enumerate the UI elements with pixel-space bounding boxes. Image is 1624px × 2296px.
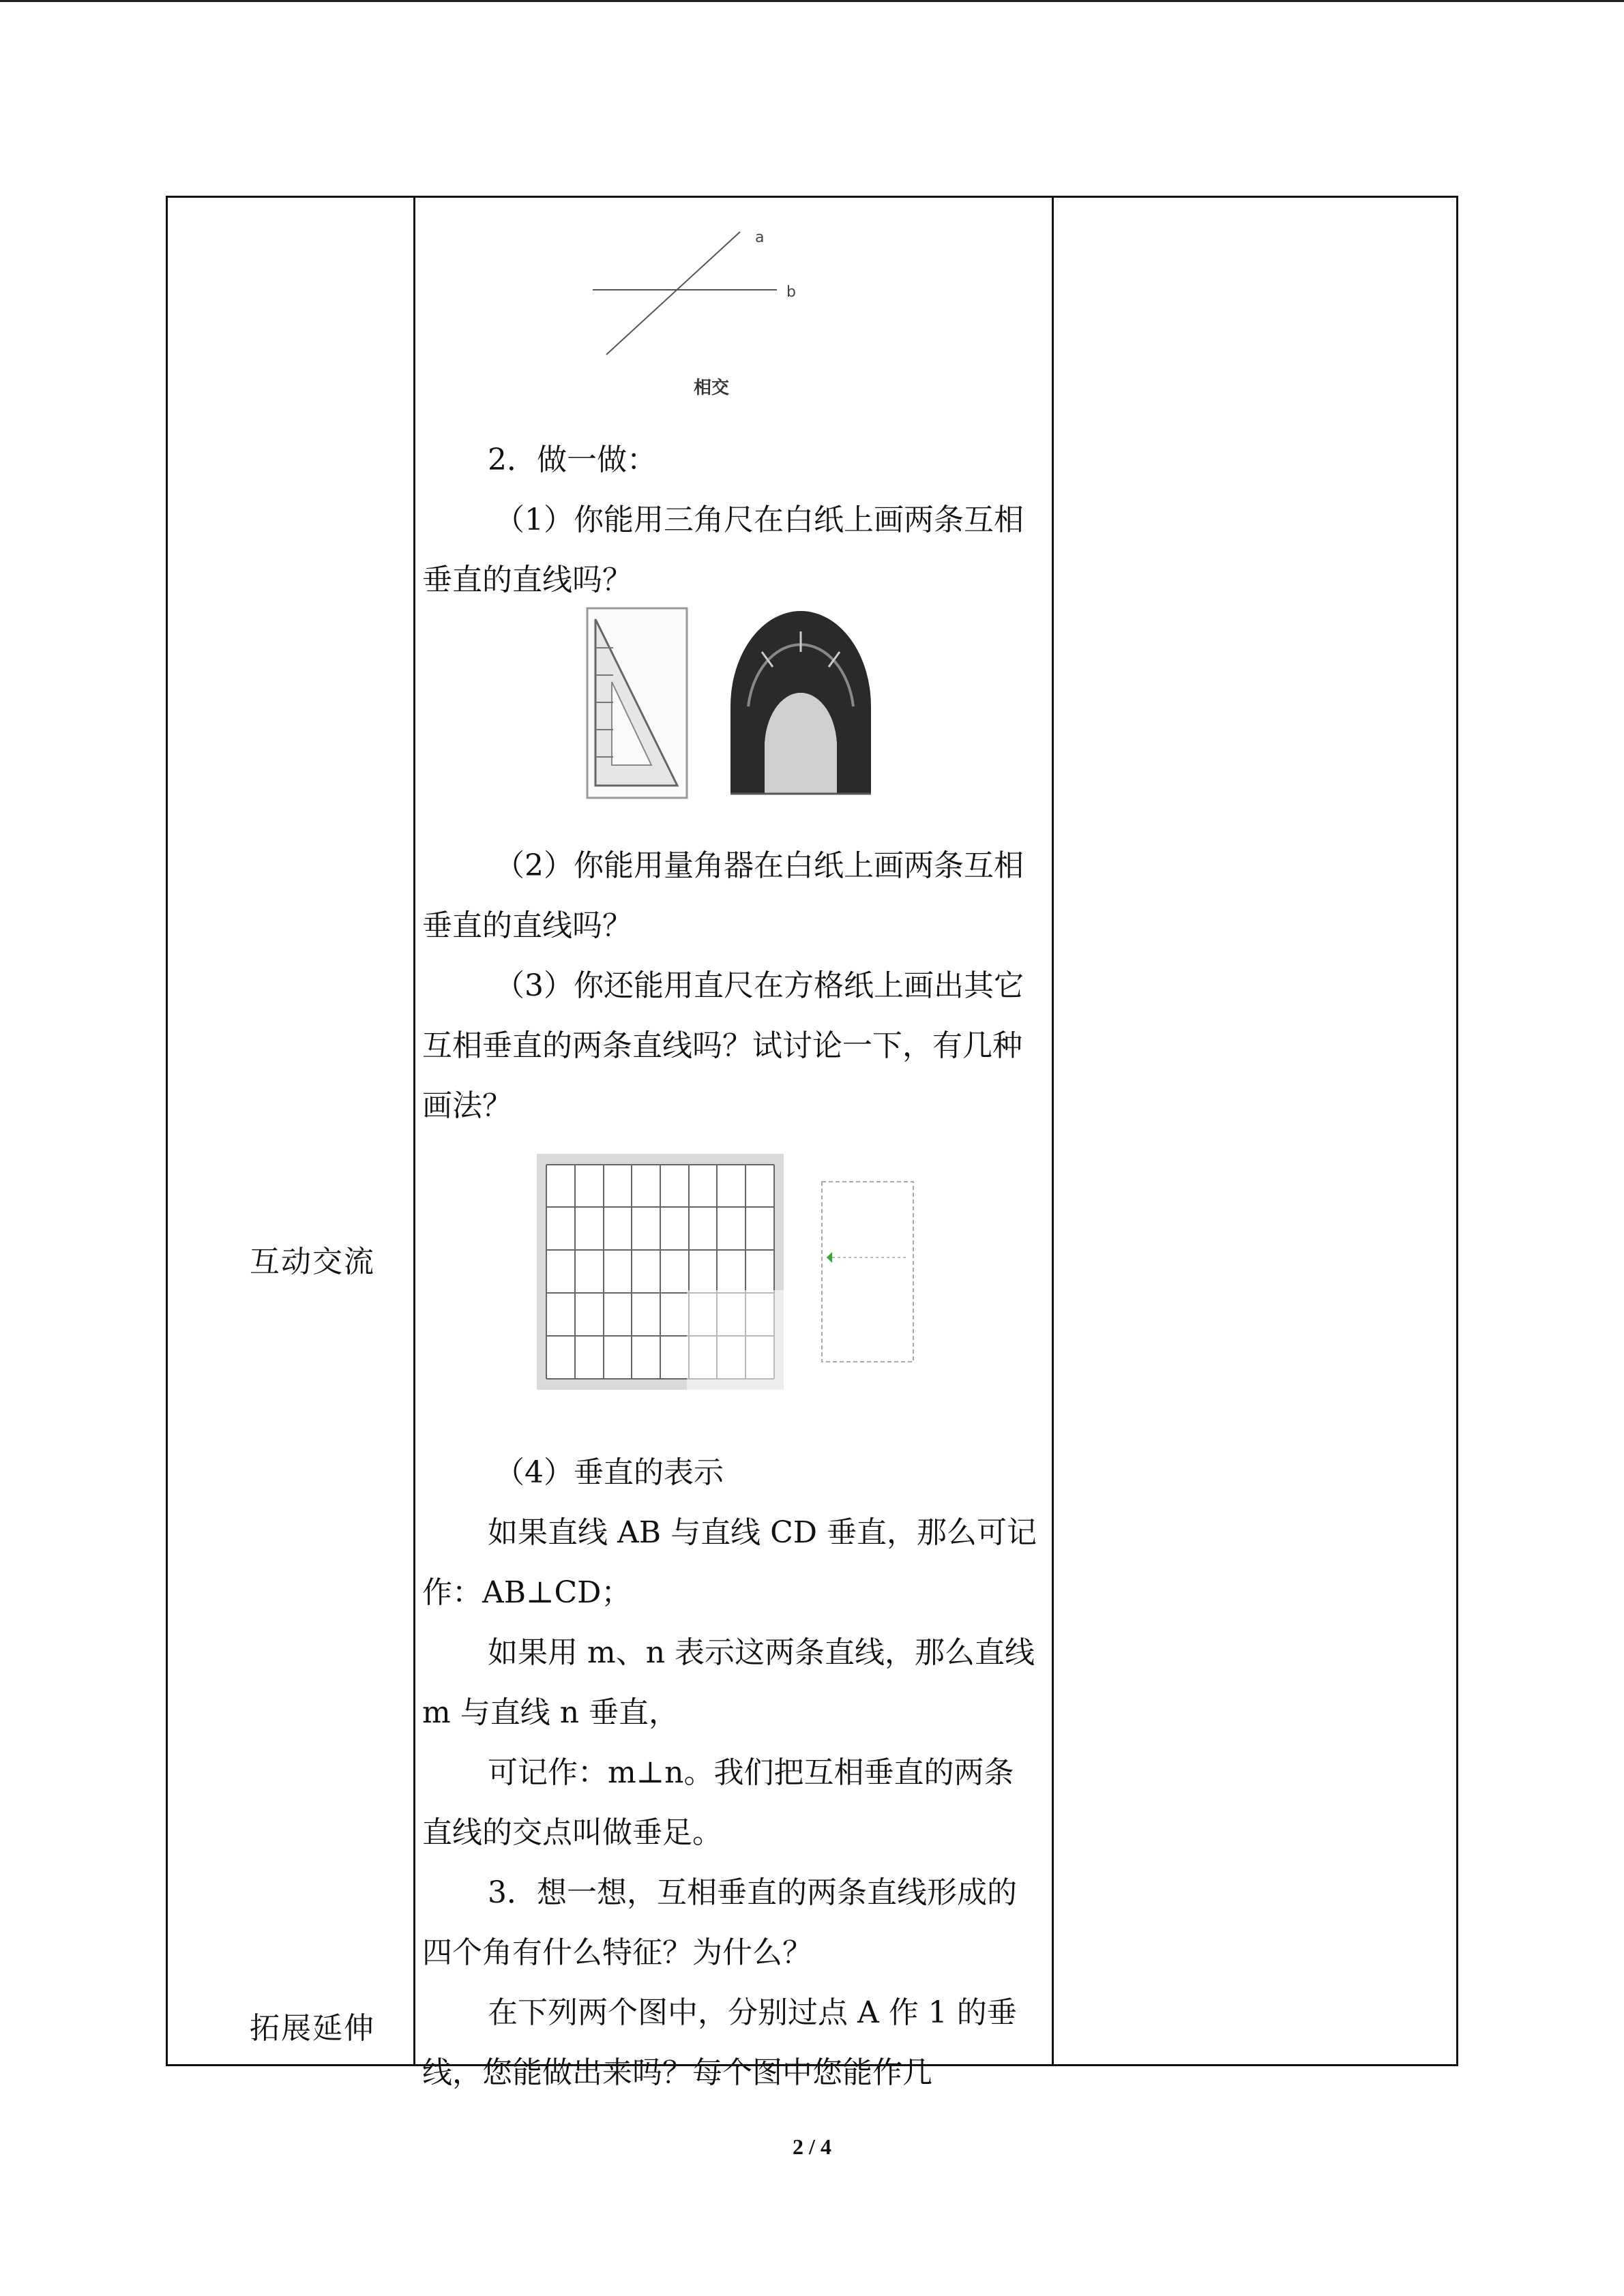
paragraph-exercise: 在下列两个图中，分别过点 A 作 1 的垂线，您能做出来吗？每个图中您能作几 [422, 1995, 1017, 2090]
paragraph-notation-heading: （4）垂直的表示 [494, 1455, 724, 1490]
line-a-label: a [755, 229, 765, 246]
paragraph-protractor: （2）你能用量角器在白纸上画两条互相垂直的直线吗？ [422, 848, 1024, 943]
paragraph-try-it: 2．做一做： [488, 443, 657, 477]
page-top-border [0, 0, 1624, 2]
paragraph-ab-cd: 如果直线 AB 与直线 CD 垂直，那么可记作：AB⊥CD； [422, 1515, 1037, 1610]
intersecting-lines-figure [593, 222, 811, 365]
column-divider [1052, 198, 1054, 2064]
square-outline-figure [820, 1180, 915, 1364]
set-square-image [586, 607, 688, 799]
column-divider [413, 198, 415, 2064]
grid-paper-figure [537, 1154, 784, 1390]
line-b-label: b [786, 284, 796, 301]
row-label-interactive: 互动交流 [250, 1244, 375, 1279]
protractor-image [728, 604, 874, 796]
figure-caption: 相交 [694, 378, 730, 398]
paragraph-triangle-ruler: （1）你能用三角尺在白纸上画两条互相垂直的直线吗？ [422, 503, 1024, 597]
lesson-table [166, 196, 1458, 2090]
paragraph-m-n: 如果用 m、n 表示这两条直线，那么直线 m 与直线 n 垂直， [422, 1635, 1035, 1730]
page-number: 2 / 4 [793, 2134, 831, 2159]
row-label-extension: 拓展延伸 [250, 2011, 375, 2046]
paragraph-foot-of-perpendicular: 可记作：m⊥n。我们把互相垂直的两条直线的交点叫做垂足。 [422, 1755, 1014, 1850]
paragraph-think: 3．想一想，互相垂直的两条直线形成的四个角有什么特征？为什么？ [422, 1875, 1017, 1970]
paragraph-grid-paper: （3）你还能用直尺在方格纸上画出其它互相垂直的两条直线吗？试讨论一下，有几种画法？ [422, 968, 1024, 1123]
